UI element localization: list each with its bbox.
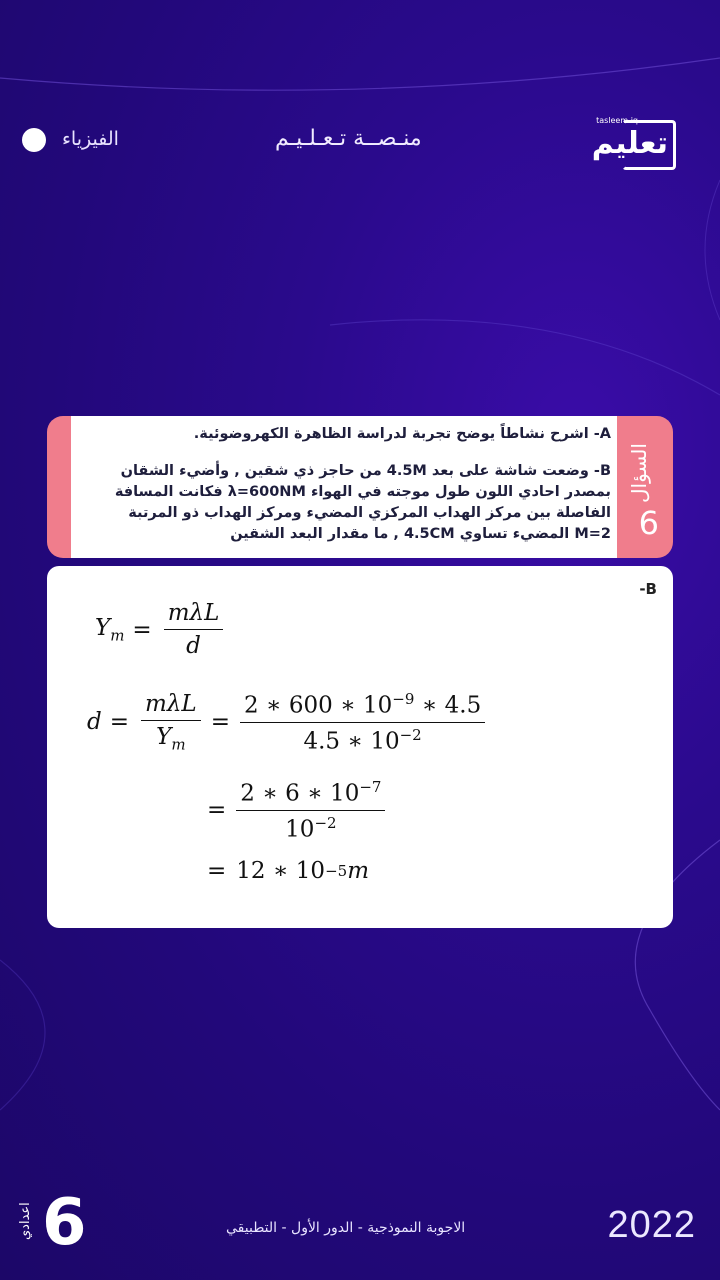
header — [0, 110, 720, 170]
logo-domain: tasleem.iq — [596, 116, 638, 125]
footer-caption: الاجوبة النموذجية - الدور الأول - التطبيقي — [226, 1220, 466, 1236]
platform-name: منـصــة تـعـلـيـم — [275, 126, 422, 151]
subject-title: الفيزياء — [62, 128, 119, 150]
eq2-fraction-1: $\frac{\text{mλL}}{Y_m}$ — [141, 691, 201, 754]
question-part-b-line: B- وضعت شاشة على بعد 4.5M من حاجز ذي شقين , وأضيء الشقان — [120, 463, 611, 479]
equation-1: $Y_m$ = $\frac{\text{mλL}}{d}$ — [95, 600, 227, 659]
eq1-fraction: $\frac{\text{mλL}}{d}$ — [164, 600, 224, 659]
question-label: السؤال — [627, 443, 651, 503]
eq2-fraction-2: $\frac{2 ∗ 600 ∗ 10^{-9} ∗ 4.5}{4.5 ∗ 10^{-2}}$ — [240, 690, 485, 754]
question-part-b-line: الفاصلة بين مركز الهداب المركزي المضيء ومركز الهداب ذو المرتبة — [128, 505, 611, 521]
equation-3: = $\frac{2 ∗ 6 ∗ 10^{-7}}{10^{-2}}$ — [201, 778, 389, 842]
grade-label: اعدادي — [18, 1202, 33, 1240]
year: 2022 — [607, 1204, 696, 1246]
equation-2: d = $\frac{\text{mλL}}{Y_m}$ = $\frac{2 ∗ 600 ∗ 10^{-9} ∗ 4.5}{4.5 ∗ 10^{-2}}$ — [87, 690, 489, 754]
question-part-b-line: M=2 المضيء تساوي 4.5CM , ما مقدار البعد الشقين — [230, 526, 611, 542]
question-number: 6 — [638, 504, 659, 542]
eq3-fraction: $\frac{2 ∗ 6 ∗ 10^{-7}}{10^{-2}}$ — [236, 778, 385, 842]
eq2-lhs: d — [87, 709, 102, 736]
question-number-tab — [617, 416, 673, 558]
question-part-b-line: بمصدر احادي اللون طول موجته في الهواء λ=600NM فكانت المسافة — [114, 484, 611, 500]
question-part-a: A- اشرح نشاطاً يوضح تجربة لدراسة الظاهرة الكهروضوئية. — [193, 426, 611, 442]
subject-dot-icon — [22, 128, 46, 152]
logo-text: تعليم — [591, 126, 668, 161]
logo — [591, 112, 698, 168]
grade-number: 6 — [42, 1186, 87, 1260]
question-text — [71, 416, 617, 558]
answer-card — [47, 566, 673, 928]
question-card — [47, 416, 673, 558]
answer-part-label: -B — [639, 580, 657, 598]
eq1-lhs: $Y_m$ — [95, 614, 125, 645]
equation-4: = 12 ∗ 10 −5 m — [207, 858, 370, 884]
